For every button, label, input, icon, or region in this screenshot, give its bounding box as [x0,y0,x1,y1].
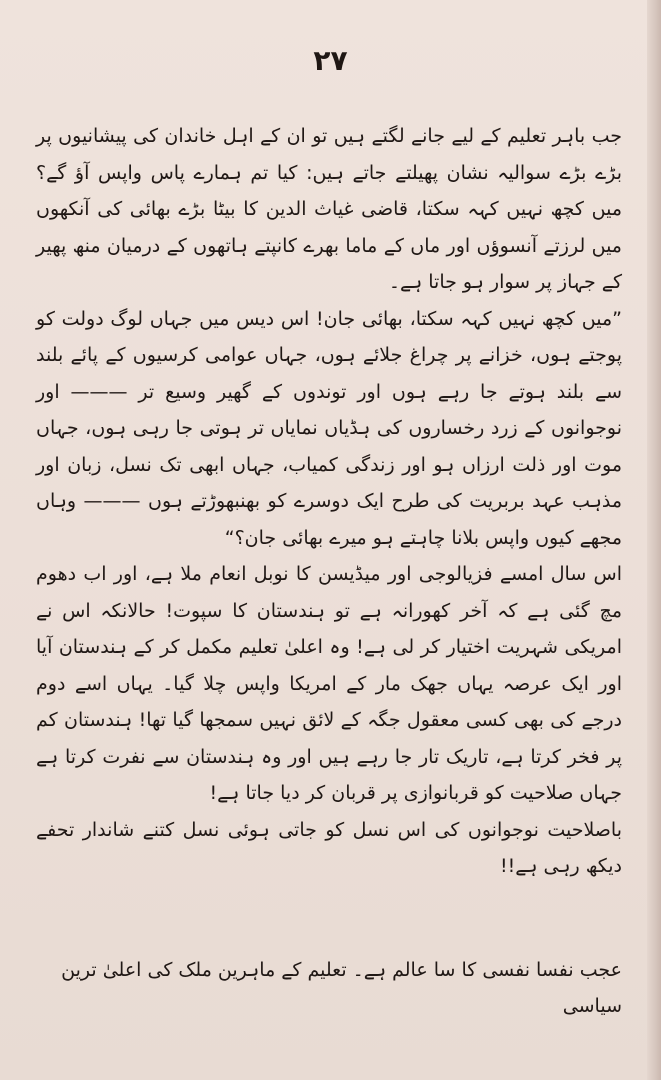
paragraph-3: اس سال امسے فزیالوجی اور میڈیسن کا نوبل انعام ملا ہے، اور اب دھوم مچ گئی ہے کہ آخر کھورانہ ہے تو ہندستان کا سپوت! حالانکہ اس نے امریکی شہریت اختیار کر لی ہے! وہ اعلیٰ تعلیم مکمل کر کے ہندستان آیا اور ایک عرصہ یہاں جھک مار کے امریکا واپس چلا گیا۔ یہاں اسے دوم درجے کی بھی کسی معقول جگہ کے لائق نہیں سمجھا گیا تھا! ہندستان کم پر فخر کرتا ہے، تاریک تار جا رہے ہیں اور وہ ہندستان سے نفرت کرتا ہے جہاں صلاحیت کو قربانوازی پر قربان کر دیا جاتا ہے! [36,563,622,804]
paragraph-1: جب باہر تعلیم کے لیے جانے لگتے ہیں تو ان کے اہل خاندان کی پیشانیوں پر بڑے بڑے سوالیہ نشان پھیلتے جاتے ہیں: کیا تم ہمارے پاس واپس آؤ گے؟ میں کچھ نہیں کہہ سکتا، قاضی غیاث الدین کا بیٹا بڑے بھائی کی آنکھوں میں لرزتے آنسوؤں اور ماں کے ماما بھرے کانپتے ہاتھوں کے درمیان منھ پھیر کے جہاز پر سوار ہو جاتا ہے۔ [36,125,622,293]
closing-line: عجب نفسا نفسی کا سا عالم ہے۔ تعلیم کے ماہرین ملک کی اعلیٰ ترین سیاسی [61,959,622,1017]
page-edge-shadow [647,0,661,1080]
paragraph-2: ”میں کچھ نہیں کہہ سکتا، بھائی جان! اس دیس میں جہاں لوگ دولت کو پوجتے ہوں، خزانے پر چراغ جلائے ہوں، جہاں عوامی کرسیوں کے پائے بلند سے بلند ہوتے جا رہے ہوں اور توندوں کے گھیر وسیع تر ——— اور نوجوانوں کے زرد رخساروں کی ہڈیاں نمایاں تر ہوتی جا رہی ہوں، جہاں موت اور ذلت ارزاں ہو اور زندگی کمیاب، جہاں ابھی تک نسل، زبان اور مذہب عہد بربریت کی طرح ایک دوسرے کو بھنبھوڑتے ہوں ——— وہاں مجھے کیوں واپس بلانا چاہتے ہو میرے بھائی جان؟“ [36,307,622,549]
page-number: ۲۷ [313,44,348,77]
body-text [36,118,622,885]
paragraph-4: باصلاحیت نوجوانوں کی اس نسل کو جاتی ہوئی نسل کتنے شاندار تحفے دیکھ رہی ہے!! [36,818,622,877]
